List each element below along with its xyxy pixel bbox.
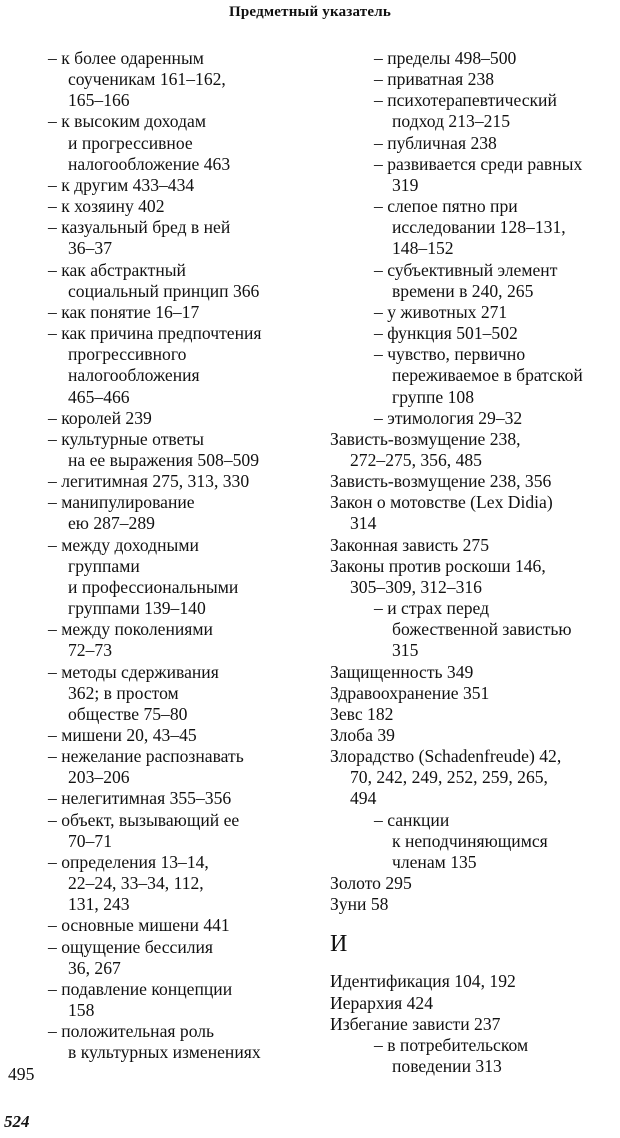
index-entry: переживаемое в братской bbox=[392, 365, 583, 386]
index-entry: ею 287–289 bbox=[68, 513, 155, 534]
index-entry: – как причина предпочтения bbox=[48, 323, 262, 344]
index-entry: 305–309, 312–316 bbox=[350, 576, 482, 597]
index-entry: – к хозяину 402 bbox=[48, 196, 165, 217]
index-entry: социальный принцип 366 bbox=[68, 280, 260, 301]
index-entry: Избегание зависти 237 bbox=[330, 1013, 501, 1034]
index-entry: – и страх перед bbox=[374, 598, 490, 619]
index-entry: исследовании 128–131, bbox=[392, 217, 566, 238]
index-entry: – слепое пятно при bbox=[374, 196, 518, 217]
index-entry: – приватная 238 bbox=[374, 69, 495, 90]
index-entry: 72–73 bbox=[68, 640, 112, 661]
index-entry: Законы против роскоши 146, bbox=[330, 555, 546, 576]
index-entry: – к высоким доходам bbox=[48, 111, 206, 132]
index-entry: Здравоохранение 351 bbox=[330, 682, 490, 703]
index-entry: Иерархия 424 bbox=[330, 992, 434, 1013]
index-entry: налогообложение 463 bbox=[68, 153, 231, 174]
index-entry: – манипулирование bbox=[48, 492, 195, 513]
index-entry: – субъективный элемент bbox=[374, 259, 558, 280]
index-column-right bbox=[330, 48, 620, 1077]
index-column-left bbox=[8, 48, 320, 1085]
index-entry: – в потребительском bbox=[374, 1034, 529, 1055]
index-entry: – положительная роль bbox=[48, 1021, 215, 1042]
index-entry: на ее выражения 508–509 bbox=[68, 449, 260, 470]
index-entry: – между поколениями bbox=[48, 619, 213, 640]
index-entry: – функция 501–502 bbox=[374, 323, 518, 344]
index-entry: 70–71 bbox=[68, 830, 112, 851]
index-entry: – подавление концепции bbox=[48, 978, 233, 999]
index-entry: 362; в простом bbox=[68, 682, 179, 703]
index-entry: Законная зависть 275 bbox=[330, 534, 489, 555]
index-entry: 465–466 bbox=[68, 386, 130, 407]
index-entry: Злоба 39 bbox=[330, 725, 395, 745]
index-section-letter: И bbox=[330, 931, 348, 958]
index-entry: – к другим 433–434 bbox=[48, 174, 195, 195]
index-entry: группами bbox=[68, 555, 140, 576]
index-entry: божественной завистью bbox=[392, 619, 572, 640]
page-number: 524 bbox=[4, 1112, 30, 1131]
index-entry: – основные мишени 441 bbox=[48, 915, 230, 936]
index-entry: – казуальный бред в ней bbox=[48, 217, 231, 238]
index-entry: прогрессивного bbox=[68, 344, 187, 365]
index-entry: и профессиональными bbox=[68, 576, 239, 597]
index-entry: 203–206 bbox=[68, 767, 130, 788]
index-entry: группами 139–140 bbox=[68, 598, 206, 619]
index-entry: 272–275, 356, 485 bbox=[350, 449, 482, 470]
index-entry: группе 108 bbox=[392, 386, 475, 407]
index-entry: – развивается среди равных bbox=[374, 153, 583, 174]
index-entry: Золото 295 bbox=[330, 873, 412, 894]
index-entry: – королей 239 bbox=[48, 407, 152, 428]
index-entry: Зависть-возмущение 238, bbox=[330, 428, 521, 449]
index-entry: – методы сдерживания bbox=[48, 661, 219, 682]
index-entry: 36–37 bbox=[68, 238, 112, 259]
index-entry: – объект, вызывающий ее bbox=[48, 809, 240, 830]
index-entry: 148–152 bbox=[392, 238, 454, 259]
index-entry: – мишени 20, 43–45 bbox=[48, 725, 197, 745]
index-entry: – как абстрактный bbox=[48, 259, 186, 280]
index-entry: – у животных 271 bbox=[374, 301, 508, 322]
index-entry: 494 bbox=[350, 788, 377, 809]
index-entry: – легитимная 275, 313, 330 bbox=[48, 471, 250, 492]
index-entry: в культурных изменениях bbox=[68, 1042, 261, 1063]
index-entry: – нежелание распознавать bbox=[48, 746, 244, 767]
index-entry: поведении 313 bbox=[392, 1056, 502, 1077]
index-entry: 319 bbox=[392, 174, 419, 195]
index-entry: – нелегитимная 355–356 bbox=[48, 788, 232, 809]
index-entry: обществе 75–80 bbox=[68, 703, 188, 724]
index-entry: – ощущение бессилия bbox=[48, 936, 214, 957]
index-entry: – между доходными bbox=[48, 534, 199, 555]
index-entry: 131, 243 bbox=[68, 894, 130, 915]
index-entry: 165–166 bbox=[68, 90, 130, 111]
index-entry: Закон о мотовстве (Lex Didia) bbox=[330, 492, 553, 513]
index-entry: и прогрессивное bbox=[68, 132, 193, 153]
index-entry: членам 135 bbox=[392, 851, 477, 872]
index-entry: 314 bbox=[350, 513, 377, 534]
index-entry: 70, 242, 249, 252, 259, 265, bbox=[350, 767, 548, 788]
index-entry: 36, 267 bbox=[68, 957, 121, 978]
index-entry: – пределы 498–500 bbox=[374, 48, 517, 68]
index-entry: Зависть-возмущение 238, 356 bbox=[330, 471, 552, 492]
index-entry: Идентификация 104, 192 bbox=[330, 971, 516, 992]
index-entry: Зевс 182 bbox=[330, 703, 394, 724]
index-entry: – культурные ответы bbox=[48, 428, 204, 449]
index-entry: Злорадство (Schadenfreude) 42, bbox=[330, 746, 562, 767]
running-header: Предметный указатель bbox=[229, 4, 391, 20]
index-entry: – психотерапевтический bbox=[374, 90, 557, 111]
index-entry: 22–24, 33–34, 112, bbox=[68, 873, 204, 894]
index-entry: – этимология 29–32 bbox=[374, 407, 523, 428]
index-entry: – к более одаренным bbox=[48, 48, 204, 68]
index-entry: – санкции bbox=[374, 809, 450, 830]
index-entry: налогообложения bbox=[68, 365, 200, 386]
index-entry: – определения 13–14, bbox=[48, 851, 209, 872]
index-entry: 158 bbox=[68, 1000, 95, 1021]
index-entry: соученикам 161–162, bbox=[68, 69, 226, 90]
index-entry: Зуни 58 bbox=[330, 894, 389, 915]
index-entry: – чувство, первично bbox=[374, 344, 526, 365]
index-entry: 495 bbox=[8, 1063, 35, 1084]
index-entry: – как понятие 16–17 bbox=[48, 301, 200, 322]
index-entry: подход 213–215 bbox=[392, 111, 511, 132]
index-entry: времени в 240, 265 bbox=[392, 280, 534, 301]
index-entry: 315 bbox=[392, 640, 419, 661]
index-entry: Защищенность 349 bbox=[330, 661, 474, 682]
index-entry: к неподчиняющимся bbox=[392, 830, 548, 851]
index-entry: – публичная 238 bbox=[374, 132, 497, 153]
